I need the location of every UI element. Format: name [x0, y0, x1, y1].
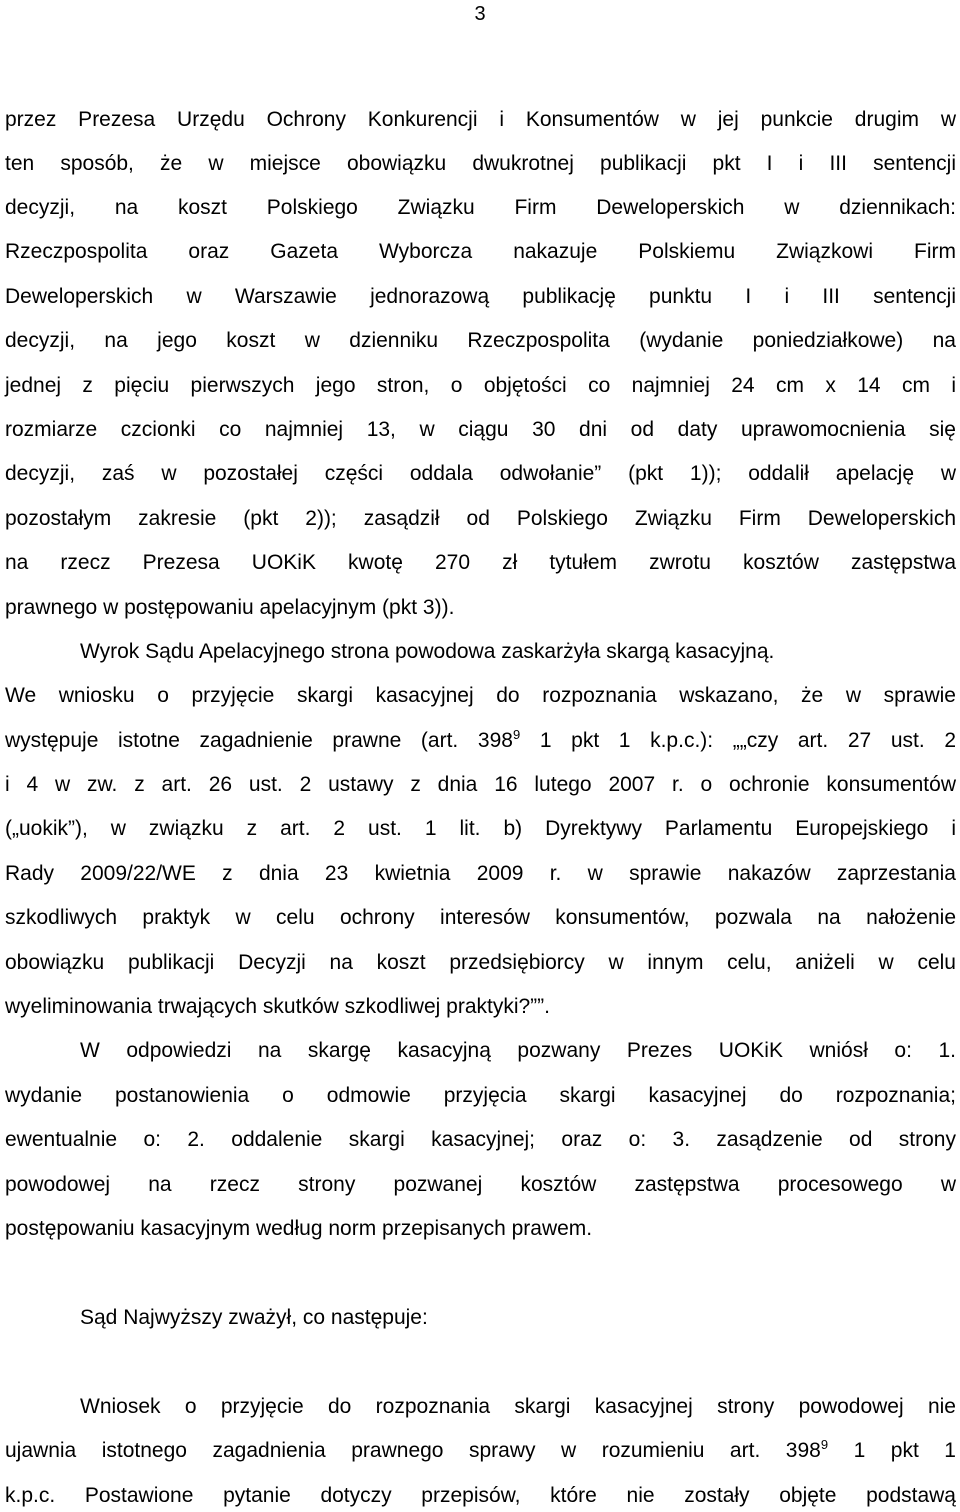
superscript: 9 — [820, 1437, 829, 1452]
text-line: i 4 w zw. z art. 26 ust. 2 ustawy z dnia 16 lutego 2007 r. o ochronie konsumentów — [5, 773, 956, 796]
page-number: 3 — [474, 3, 486, 25]
text-line: szkodliwych praktyk w celu ochrony interesów konsumentów, pozwala na nałożenie — [5, 906, 956, 929]
superscript: 9 — [512, 727, 521, 742]
text-line: wydanie postanowienia o odmowie przyjęcia skargi kasacyjnej do rozpoznania; — [5, 1084, 956, 1107]
text-line: Wniosek o przyjęcie do rozpoznania skargi kasacyjnej strony powodowej nie — [80, 1395, 956, 1418]
text-line: prawnego w postępowaniu apelacyjnym (pkt 3)). — [5, 596, 455, 619]
text-line: ten sposób, że w miejsce obowiązku dwukrotnej publikacji pkt I i III sentencji — [5, 152, 956, 175]
text-line: Rzeczpospolita oraz Gazeta Wyborcza nakazuje Polskiemu Związkowi Firm — [5, 240, 956, 263]
text-line: ewentualnie o: 2. oddalenie skargi kasacyjnej; oraz o: 3. zasądzenie od strony — [5, 1128, 956, 1151]
text-line: W odpowiedzi na skargę kasacyjną pozwany Prezes UOKiK wniósł o: 1. — [80, 1039, 956, 1062]
text-line: na rzecz Prezesa UOKiK kwotę 270 zł tytułem zwrotu kosztów zastępstwa — [5, 551, 956, 574]
text-line: decyzji, zaś w pozostałej części oddala odwołanie” (pkt 1)); oddalił apelację w — [5, 462, 956, 485]
section-heading: Sąd Najwyższy zważył, co następuje: — [80, 1306, 428, 1329]
text-line: występuje istotne zagadnienie prawne (art. $398^9$ 1 pkt 1 k.p.c.): „„czy art. 27 ust. 2 — [5, 727, 956, 752]
text-line: pozostałym zakresie (pkt 2)); zasądził od Polskiego Związku Firm Deweloperskich — [5, 507, 956, 530]
text-line: Wyrok Sądu Apelacyjnego strona powodowa zaskarżyła skargą kasacyjną. — [80, 640, 775, 663]
text-line: decyzji, na jego koszt w dzienniku Rzeczpospolita (wydanie poniedziałkowe) na — [5, 329, 956, 352]
text-line: postępowaniu kasacyjnym według norm przepisanych prawem. — [5, 1217, 593, 1240]
text-line: wyeliminowania trwających skutków szkodliwej praktyki?””. — [5, 995, 551, 1018]
text-line: obowiązku publikacji Decyzji na koszt przedsiębiorcy w innym celu, aniżeli w celu — [5, 951, 956, 974]
text-line: rozmiarze czcionki co najmniej 13, w ciągu 30 dni od daty uprawomocnienia się — [5, 418, 956, 441]
text-line: Rady 2009/22/WE z dnia 23 kwietnia 2009 r. w sprawie nakazów zaprzestania — [5, 862, 956, 885]
text-line: („uokik”), w związku z art. 2 ust. 1 lit. b) Dyrektywy Parlamentu Europejskiego i — [5, 817, 956, 840]
text-line: decyzji, na koszt Polskiego Związku Firm Deweloperskich w dziennikach: — [5, 196, 956, 219]
text-line: powodowej na rzecz strony pozwanej kosztów zastępstwa procesowego w — [5, 1173, 956, 1196]
text-line: przez Prezesa Urzędu Ochrony Konkurencji i Konsumentów w jej punkcie drugim w — [5, 108, 956, 131]
text-line: ujawnia istotnego zagadnienia prawnego sprawy w rozumieniu art. $398^9$ 1 pkt 1 — [5, 1437, 956, 1462]
text-line: We wniosku o przyjęcie skargi kasacyjnej do rozpoznania wskazano, że w sprawie — [5, 684, 956, 707]
text-line: k.p.c. Postawione pytanie dotyczy przepisów, które nie zostały objęte podstawą — [5, 1484, 956, 1507]
text-line: Deweloperskich w Warszawie jednorazową publikację punktu I i III sentencji — [5, 285, 956, 308]
text-line: jednej z pięciu pierwszych jego stron, o objętości co najmniej 24 cm x 14 cm i — [5, 374, 956, 397]
